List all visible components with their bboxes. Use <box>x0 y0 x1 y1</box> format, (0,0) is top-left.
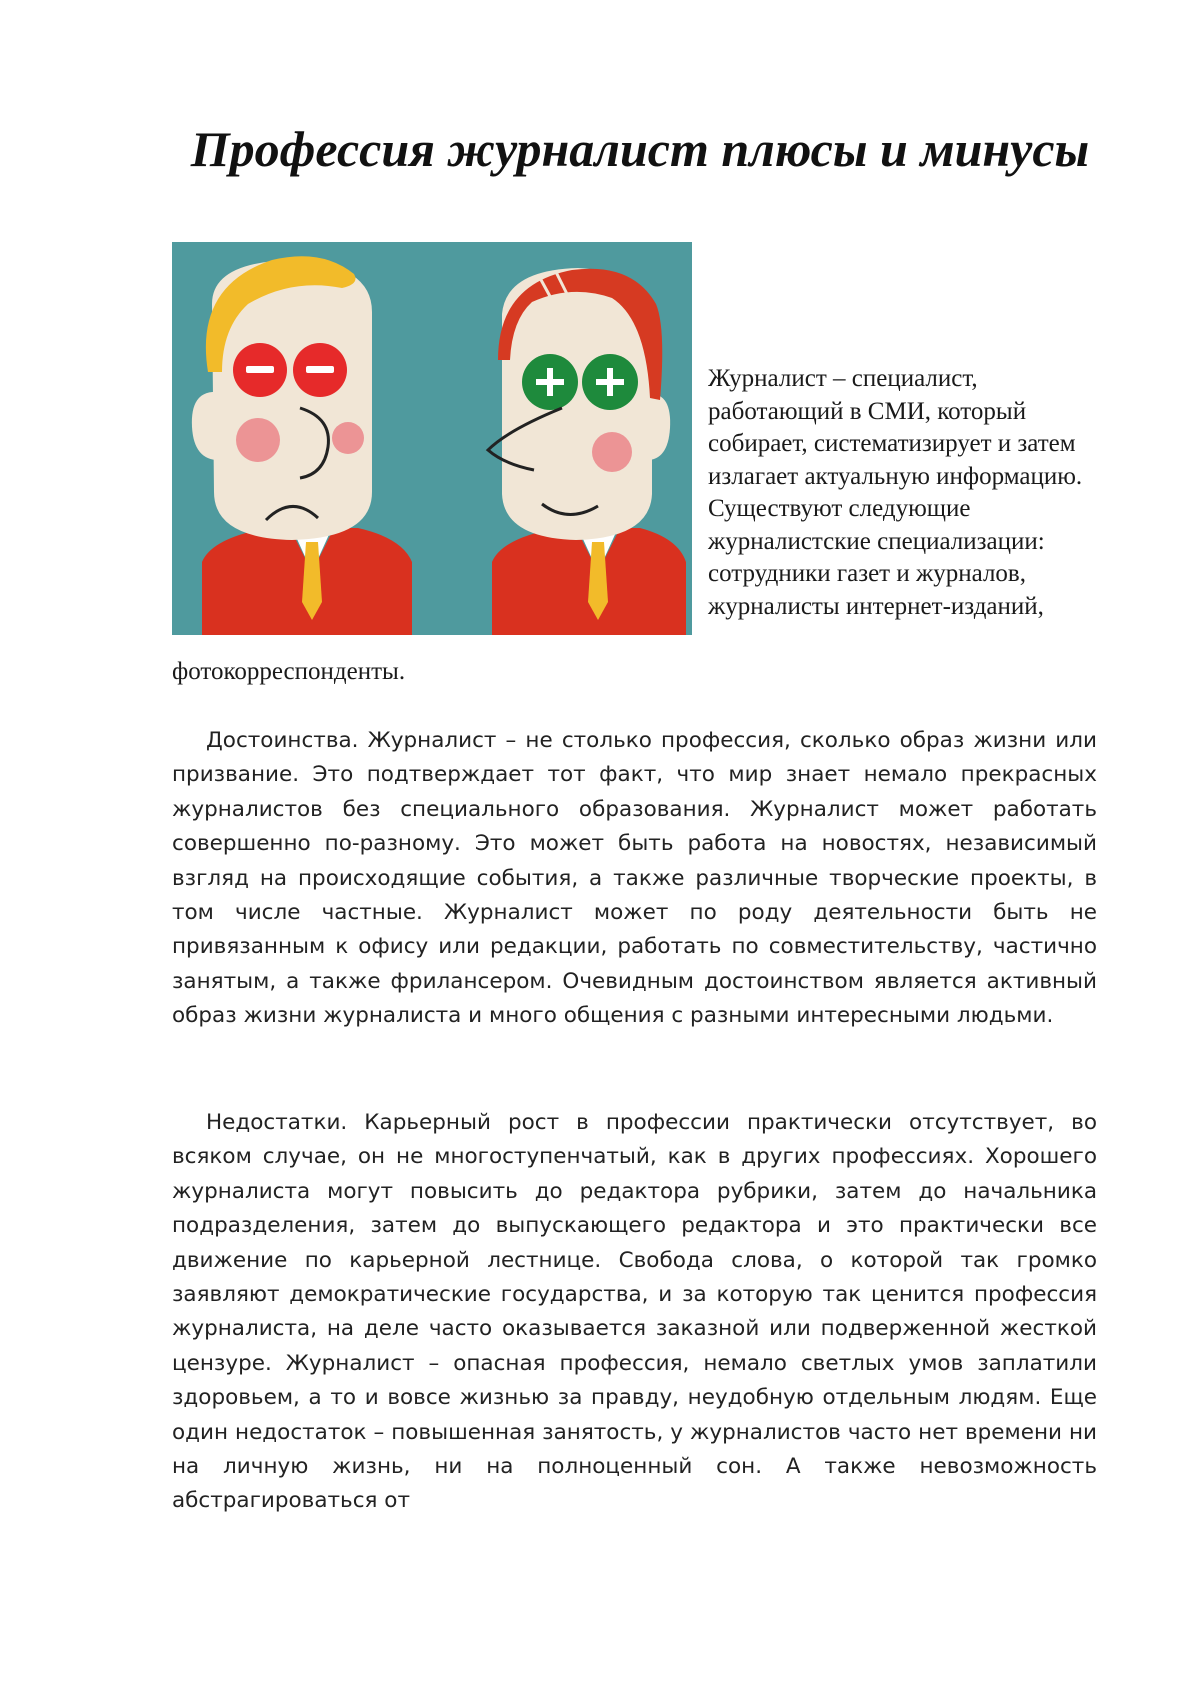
intro-paragraph-tail: фотокорреспонденты. <box>172 658 406 685</box>
disadvantages-paragraph: Недостатки. Карьерный рост в профессии практически отсутствует, во всяком случае, он не многоступенчатый, как в других профессиях. Хорошего журналиста могут повысить до редактора рубрики, затем до начальника подразделения, затем до выпускающего редактора и это практически все движение по карьерной лестнице. Свобода слова, о которой так громко заявляют демократические государства, и за которую так ценится профессия журналиста, на деле часто оказывается заказной или подверженной жесткой цензуре. Журналист – опасная профессия, немало светлых умов заплатили здоровьем, а то и вовсе жизнью за правду, неудобную отдельным людям. Еще один недостаток – повышенная занятость, у журналистов часто нет времени ни на личную жизнь, ни на полноценный сон. А также невозможность абстрагироваться от <box>172 1110 1097 1514</box>
page-title: Профессия журналист плюсы и минусы <box>190 121 1090 177</box>
happy-man-figure <box>488 268 686 635</box>
illustration-pessimist-optimist <box>172 242 692 635</box>
intro-paragraph: Журналист – специалист, работающий в СМИ, который собирает, систематизирует и затем излагает актуальную информацию. Существуют следующие журналистские специализации: сотрудники газет и журналов, журналисты интернет-изданий, <box>708 365 1083 620</box>
advantages-paragraph: Достоинства. Журналист – не столько профессия, сколько образ жизни или призвание. Это подтверждает тот факт, что мир знает немало прекрасных журналистов без специального образования. Журналист может работать совершенно по-разному. Это может быть работа на новостях, независимый взгляд на происходящие события, а также различные творческие проекты, в том числе частные. Журналист может по роду деятельности быть не привязанным к офису или редакции, работать по совместительству, частично занятым, а также фрилансером. Очевидным достоинством является активный образ жизни журналиста и много общения с разными интересными людьми. <box>172 728 1097 1029</box>
